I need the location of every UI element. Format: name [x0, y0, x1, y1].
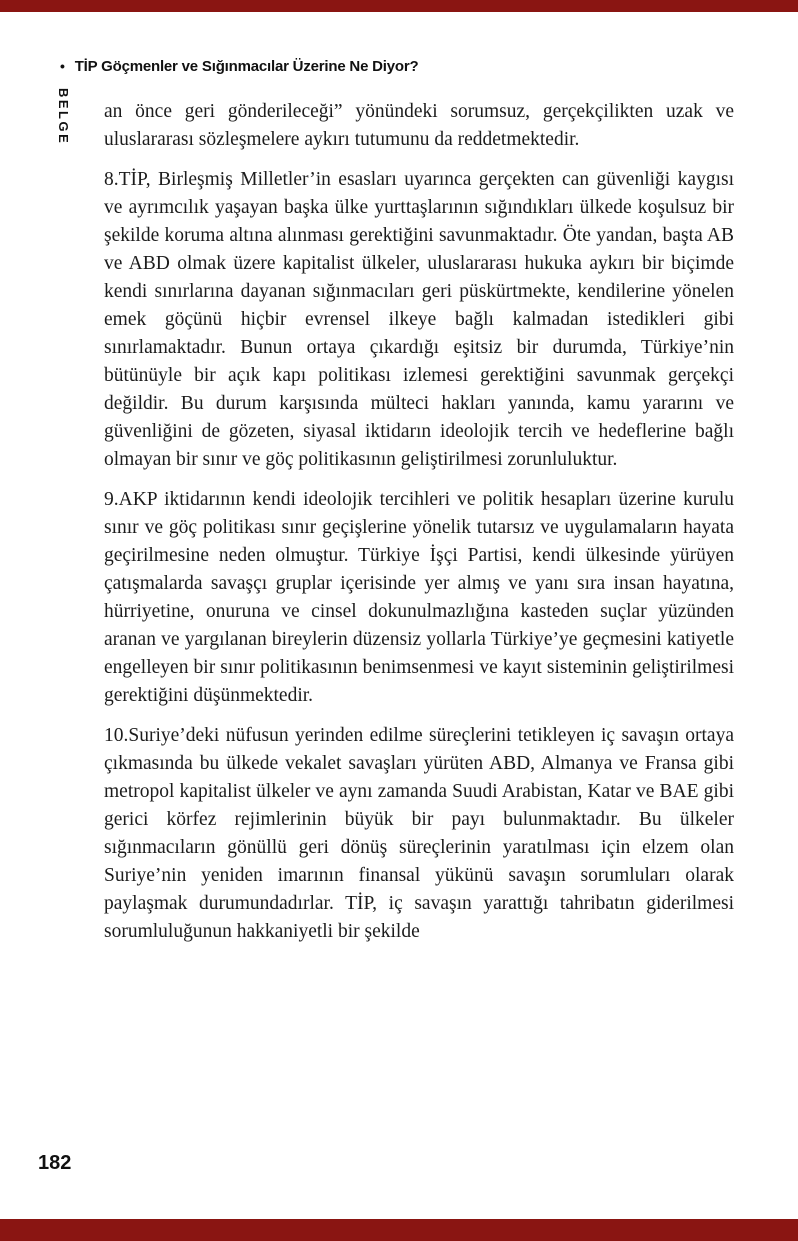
margin-label-belge: BELGE — [56, 88, 71, 146]
chapter-header — [60, 58, 758, 75]
top-accent-bar — [0, 0, 798, 12]
paragraph-item-8: 8.TİP, Birleşmiş Milletler’in esasları uyarınca gerçekten can güvenliği kaygısı ve ayrımcılık yaşayan başka ülke yurttaşlarının sığındıkları ülkede koşulsuz bir şekilde koruma altına alınması gerektiğini savunmaktadır. Öte yandan, başta AB ve ABD olmak üzere kapitalist ülkeler, uluslararası hukuka aykırı bir biçimde kendi sınırlarına dayanan sığınmacıları geri püskürtmekte, kendilerine yönelen emek göçünü hiçbir evrensel ilkeye bağlı kalmadan istedikleri gibi sınırlamaktadır. Bunun ortaya çıkardığı eşitsiz bir durumda, Türkiye’nin bütünüyle bir açık kapı politikası izlemesi gerektiğini savunmak gerçekçi değildir. Bu durum karşısında mülteci hakları yanında, kamu yararını ve güvenliğini de gözeten, siyasal iktidarın ideolojik tercih ve hedeflerine bağlı olmayan bir sınır ve göç politikasının geliştirilmesi zorunluluktur. — [104, 169, 734, 470]
paragraph-item-9: 9.AKP iktidarının kendi ideolojik tercihleri ve politik hesapları üzerine kurulu sınır ve göç politikası sınır geçişlerine yönelik tutarsız ve uygulamaların hayata geçirilmesine neden olmuştur. Türkiye İşçi Partisi, kendi ülkesinde yürüyen çatışmalarda savaşçı gruplar içerisinde yer almış ve yanı sıra insan hayatına, hürriyetine, onuruna ve cinsel dokunulmazlığına kasteden suçlar yüzünden aranan ve yargılanan bireylerin düzensiz yollarla Türkiye’ye geçmesini katiyetle engelleyen bir sınır politikasının benimsenmesi ve kayıt sisteminin geliştirilmesi gerektiğini düşünmektedir. — [104, 489, 734, 706]
paragraph-continued: an önce geri gönderileceği” yönündeki sorumsuz, gerçekçilikten uzak ve uluslararası sözleşmelere aykırı tutumunu da reddetmektedir. — [104, 101, 734, 150]
body-text — [104, 98, 734, 958]
header-bullet: • — [60, 58, 65, 74]
chapter-title: TİP Göçmenler ve Sığınmacılar Üzerine Ne Diyor? — [74, 58, 419, 75]
bottom-accent-bar — [0, 1219, 798, 1241]
paragraph-item-10: 10.Suriye’deki nüfusun yerinden edilme süreçlerini tetikleyen iç savaşın ortaya çıkmasında bu ülkede vekalet savaşları yürüten ABD, Almanya ve Fransa gibi metropol kapitalist ülkeler ve aynı zamanda Suudi Arabistan, Katar ve BAE gibi gerici körfez rejimlerinin büyük bir payı bulunmaktadır. Bu ülkeler sığınmacıların gönüllü geri dönüş süreçlerinin yaratılması için elzem olan Suriye’nin yeniden imarının finansal yükünü savaşın sorumluları olarak paylaşmak durumundadırlar. TİP, iç savaşın yarattığı tahribatın giderilmesi sorumluluğunun hakkaniyetli bir şekilde — [104, 725, 734, 942]
page-number: 182 — [38, 1152, 72, 1174]
